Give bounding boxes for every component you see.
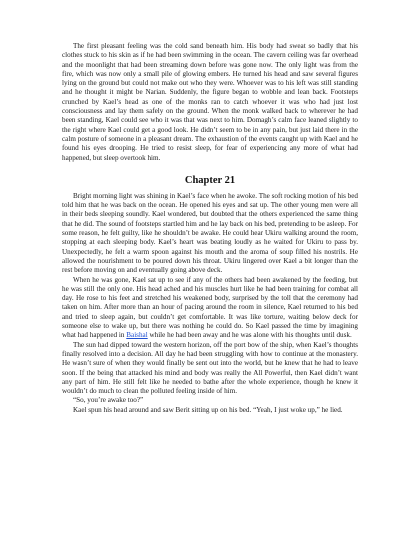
document-page (62, 42, 358, 415)
paragraph-cavern: The first pleasant feeling was the cold sand beneath him. His body had sweat so badly that his clothes stuck to his skin as if he had been swimming in the ocean. The cavern ceiling was far overhead and the moonlight that had been streaming down before was gone now. The only light was from the fire, which was now only a small pile of glowing embers. He turned his head and saw several figures lying on the ground but could not make out who they were. Whoever was to his left was still standing and he thought it might be Narian. Suddenly, the figure began to wobble and lean back. Footsteps crunched by Kael’s head as one of the monks ran to catch whoever it was who had just lost consciousness and lay them safely on the ground. When the monk walked back to wherever he had been standing, Kael could see who it was that was next to him. Domagh’s calm face leaned slightly to the right where Kael could get a good look. He didn’t seem to be in any pain, but just laid there in the calm posture of someone in a pleasant dream. The exhaustion of the events caught up with Kael and he found his eyes drooping. He tried to resist sleep, for fear of experiencing any more of what had happened, but sleep overtook him. (62, 42, 358, 162)
paragraph-morning: Bright morning light was shining in Kael’s face when he awoke. The soft rocking motion of his bed told him that he was back on the ocean. He opened his eyes and sat up. The other young men were all in their beds sleeping soundly. Kael wondered, but doubted that the others experienced the same thing that he did. The sound of footsteps startled him and he lay back on his bed, pretending to be asleep. For some reason, he felt guilty, like he shouldn’t be awake. He could hear Ukiru walking around the room, stopping at each sleeping body. Kael’s heart was beating loudly as he waited for Ukiru to pass by. Unexpectedly, he felt a warm spoon against his mouth and the aroma of soup filled his nostrils. He allowed the nourishment to be poured down his throat. Ukiru lingered over Kael a bit longer than the rest before moving on and eventually going above deck. (62, 191, 358, 275)
baishal-link[interactable]: Baishal (126, 331, 148, 340)
paragraph-dialogue-berit: “So, you’re awake too?” (73, 396, 144, 405)
chapter-title: Chapter 21 (184, 174, 236, 186)
paragraph-dialogue-kael: Kael spun his head around and saw Berit sitting up on his bed. “Yeah, I just woke up,” he lied. (73, 405, 343, 414)
paragraph-sunset: The sun had dipped toward the western horizon, off the port bow of the ship, when Kael’s thoughts finally resolved into a decision. All day he had been struggling with how to continue at the monastery. He wasn’t sure of when they would finally be sent out into the world, but he knew that he had to leave soon. If the being that attacked his mind and body was really the All Powerful, then Kael didn’t want any part of him. He still felt like he needed to bathe after the whole experience, though he knew it wouldn’t do much to clean the polluted feeling inside of him. (62, 340, 358, 396)
paragraph-feeding (62, 276, 358, 341)
paragraph-feeding-tail: while he had been away and he was alone with his thoughts until dusk. (147, 331, 352, 340)
paragraph-feeding-text: When he was gone, Kael sat up to see if any of the others had been awakened by the feeding, but he was still the only one. His head ached and his muscles hurt like he had been training for combat all day. He rose to his feet and stretched his weakened body, surprised by the toll that the ceremony had taken on him. After more than an hour of pacing around the room in silence, Kael returned to his bed and tried to sleep again, but couldn’t get comfortable. It was like torture, waiting below deck for someone else to wake up, but there was nothing he could do. So Kael passed the time by imagining what had happened in (62, 275, 358, 340)
